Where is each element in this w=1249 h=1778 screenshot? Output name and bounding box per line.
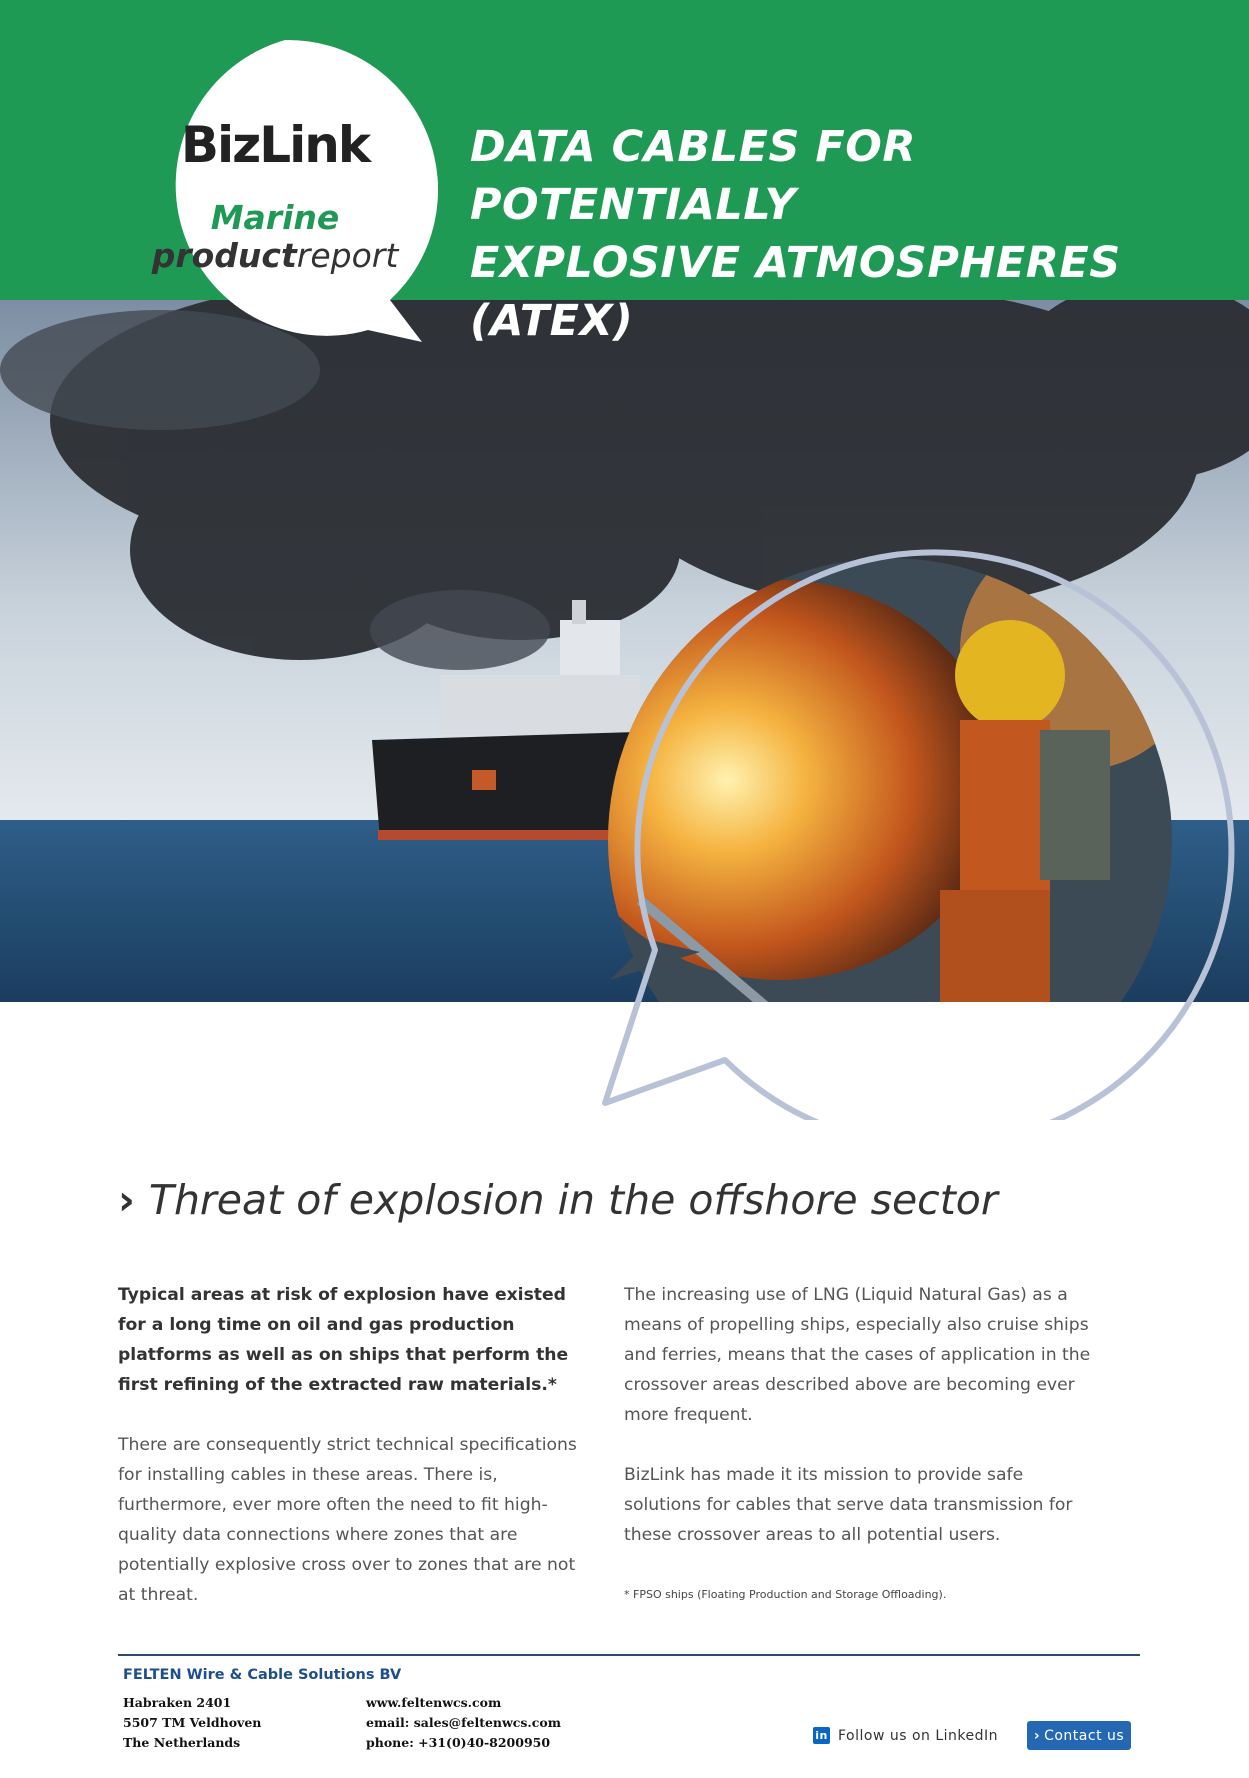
email-link[interactable]: email: sales@feltenwcs.com	[366, 1715, 561, 1730]
phone-number: phone: +31(0)40-8200950	[366, 1735, 551, 1750]
address-line: Habraken 2401	[123, 1695, 232, 1710]
footnote: * FPSO ships (Floating Production and Storage Offloading).	[624, 1588, 947, 1601]
linkedin-icon: in	[813, 1727, 830, 1744]
mission-paragraph: BizLink has made it its mission to provide safe solutions for cables that serve data transmission for these crossover areas to all potential users.	[624, 1465, 1073, 1545]
logo-product-word: product	[151, 236, 297, 275]
left-column	[118, 1280, 588, 1640]
body-paragraph: There are consequently strict technical specifications for installing cables in these areas. There is, furthermore, ever more often the need to fit high-quality data connections where zones that are potentially explosive cross over to zones that are not at threat.	[118, 1435, 577, 1605]
contact-details	[366, 1693, 561, 1753]
footer-divider	[118, 1654, 1140, 1656]
logo-report-word: report	[296, 236, 399, 275]
company-name: FELTEN Wire & Cable Solutions BV	[123, 1667, 402, 1683]
lng-paragraph: The increasing use of LNG (Liquid Natural Gas) as a means of propelling ships, especially also cruise ships and ferries, means that the cases of application in the crossover areas described above are becoming ever more frequent.	[624, 1285, 1091, 1425]
section-heading	[118, 1176, 998, 1224]
address-line: 5507 TM Veldhoven	[123, 1715, 262, 1730]
logo-marine-text: Marine	[210, 198, 340, 237]
website-link[interactable]: www.feltenwcs.com	[366, 1695, 502, 1710]
lead-paragraph: Typical areas at risk of explosion have existed for a long time on oil and gas production platforms as well as on ships that perform the first refining of the extracted raw materials.*	[118, 1285, 569, 1395]
title-line-1: DATA CABLES FOR POTENTIALLY	[470, 122, 916, 230]
bizlink-logo: BizLink	[180, 116, 370, 174]
page-title	[470, 118, 1230, 350]
right-column	[624, 1280, 1094, 1580]
chevron-right-icon: ›	[1033, 1727, 1041, 1744]
title-line-2: EXPLOSIVE ATMOSPHERES (ATEX)	[470, 238, 1121, 346]
address-block	[123, 1693, 261, 1753]
section-heading-text: Threat of explosion in the offshore sector	[148, 1176, 998, 1224]
logo-productreport-text	[150, 236, 400, 275]
contact-us-button[interactable]	[1027, 1721, 1131, 1750]
contact-us-label: Contact us	[1044, 1727, 1125, 1744]
address-line: The Netherlands	[123, 1735, 241, 1750]
linkedin-label: Follow us on LinkedIn	[838, 1727, 999, 1744]
linkedin-link[interactable]	[813, 1727, 998, 1744]
chevron-right-icon: ›	[118, 1176, 135, 1224]
